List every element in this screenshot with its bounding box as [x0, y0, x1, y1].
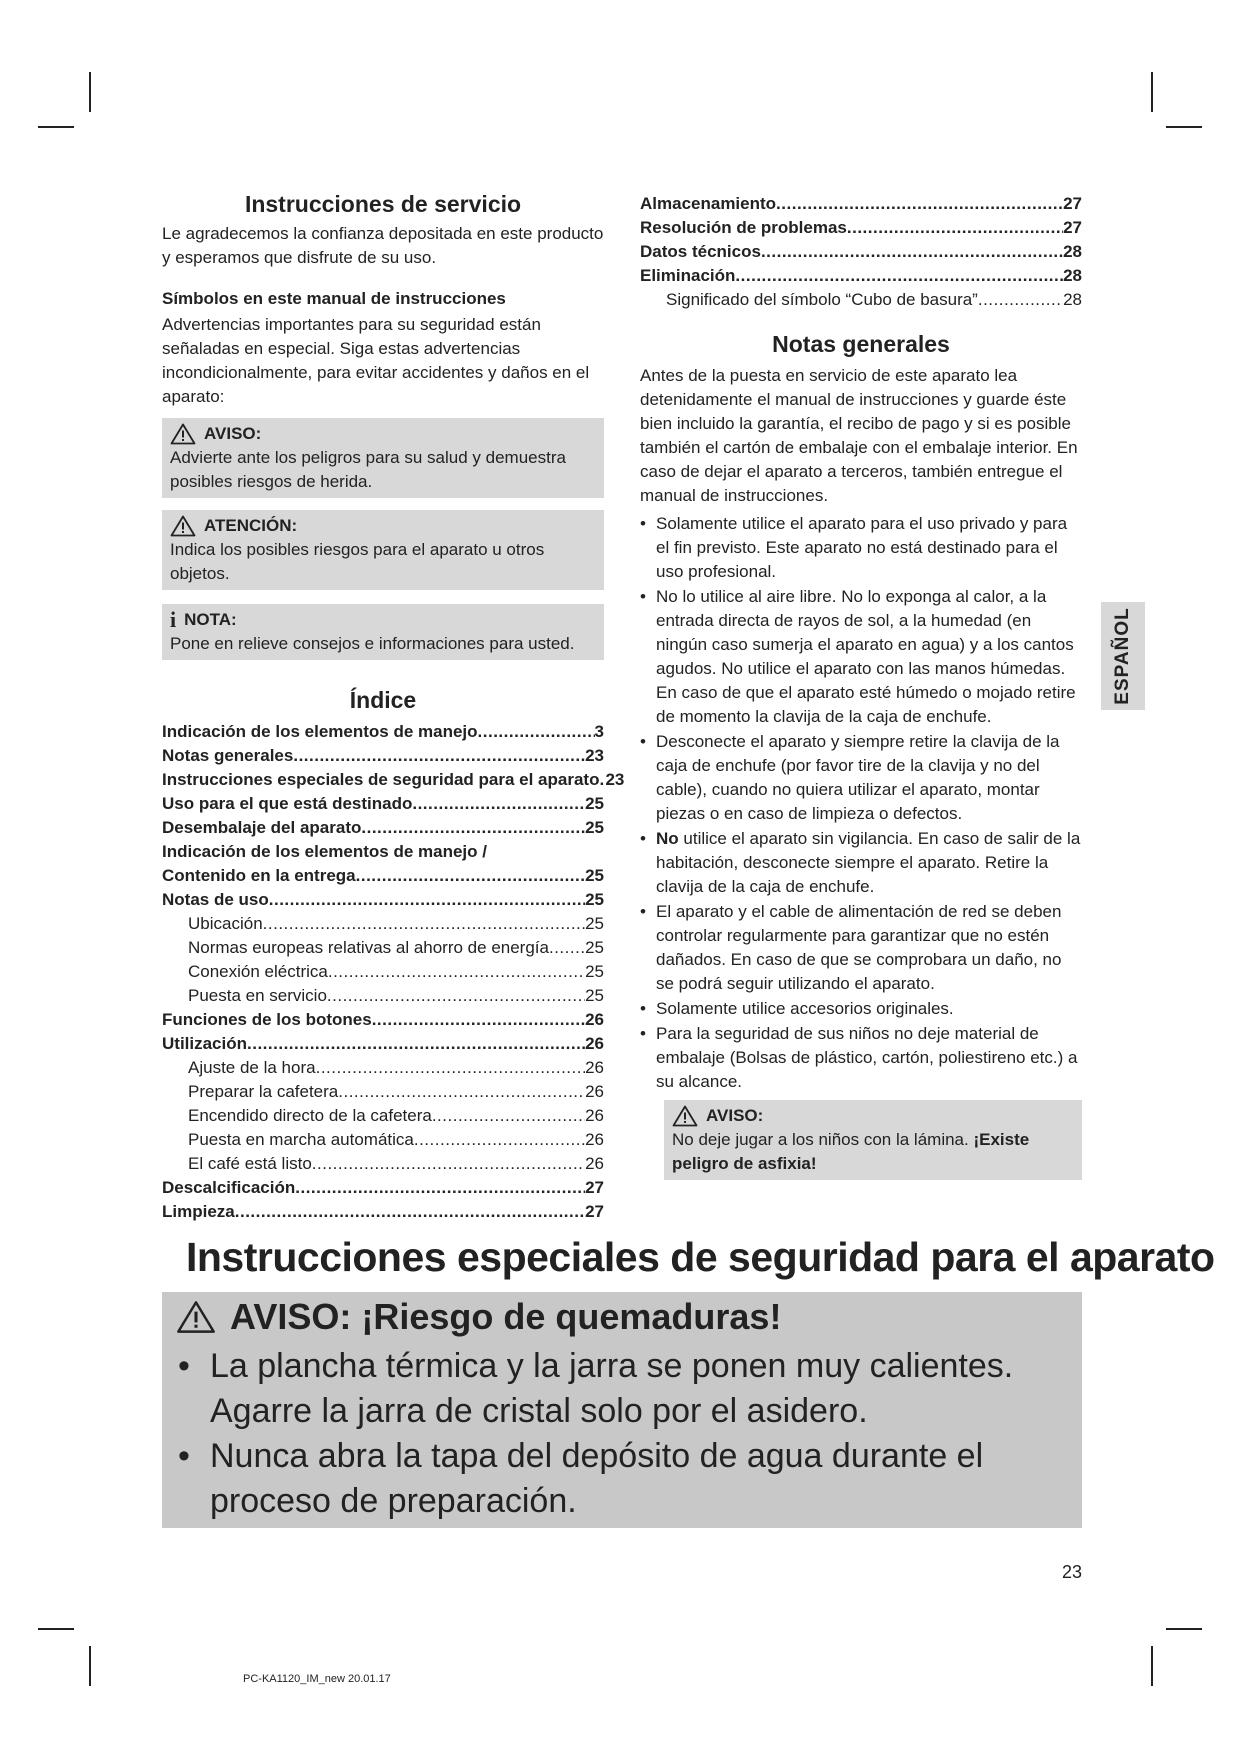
- atencion-box: [162, 510, 604, 590]
- symbols-text: Advertencias importantes para su seguridad están señaladas en especial. Siga estas advertencias incondicionalmente, para evitar accidentes y daños en el aparato:: [162, 315, 590, 406]
- toc-list: [162, 720, 625, 1224]
- crop-mark: [89, 72, 91, 112]
- symbols-heading: Símbolos en este manual de instrucciones: [162, 289, 506, 308]
- language-tab-label: ESPAÑOL: [1112, 607, 1133, 705]
- toc-entry: Instrucciones especiales de seguridad para el aparato ..... 23: [162, 768, 604, 792]
- toc-entry: Almacenamiento ..... 27: [640, 192, 1082, 216]
- bullet-item: • No lo utilice al aire libre. No lo exponga al calor, a la entrada directa de rayos de sol, a la humedad (en ningún caso sumerja el aparato en agua) y a los cantos agudos. No utilice el aparato con las manos húmedas. En caso de que el aparato esté húmedo o mojado retire de momento la clavija de la caja de enchufe.: [640, 585, 1082, 729]
- warning-triangle-icon: [672, 1105, 698, 1127]
- toc-entry: Desembalaje del aparato ..... 25: [162, 816, 604, 840]
- burn-warning-head: [176, 1296, 781, 1338]
- toc-entry: Indicación de los elementos de manejo /: [162, 842, 487, 861]
- left-column: [162, 191, 625, 1224]
- page-number: 23: [1062, 1562, 1083, 1582]
- toc-entry: Ajuste de la hora ..... 26: [162, 1056, 604, 1080]
- toc-entry: Notas generales ..... 23: [162, 744, 604, 768]
- footer-code: PC-KA1120_IM_new 20.01.17: [243, 1673, 391, 1685]
- toc-entry: Indicación de los elementos de manejo ..... 3: [162, 720, 604, 744]
- crop-mark: [89, 1646, 91, 1686]
- intro-text: Le agradecemos la confianza depositada en este producto y esperamos que disfrute de su uso.: [162, 224, 604, 267]
- crop-mark: [38, 1628, 74, 1630]
- aviso-box: [162, 418, 604, 498]
- toc-entry: Datos técnicos ..... 28: [640, 240, 1082, 264]
- toc-entry: El café está listo ..... 26: [162, 1152, 604, 1176]
- atencion-label: ATENCIÓN:: [204, 516, 298, 535]
- aviso-asfixia-box: [664, 1100, 1082, 1180]
- toc-entry: Funciones de los botones ..... 26: [162, 1008, 604, 1032]
- toc-entry: Uso para el que está destinado ..... 25: [162, 792, 604, 816]
- atencion-head: [170, 514, 596, 538]
- toc-entry: Descalcificación ..... 27: [162, 1176, 604, 1200]
- crop-mark: [1151, 72, 1153, 112]
- nota-label: NOTA:: [184, 610, 237, 629]
- bullet-item: • El aparato y el cable de alimentación de red se deben controlar regularmente para garantizar que no estén dañados. En caso de que se comprobara un daño, no se podrá seguir utilizando el aparato.: [640, 900, 1082, 996]
- bullet-item: • Desconecte el aparato y siempre retire la clavija de la caja de enchufe (por favor tire de la clavija y no del cable), cuando no quiera utilizar el aparato, montar piezas o en caso de limpieza o defectos.: [640, 730, 1082, 826]
- nota-text: Pone en relieve consejos e informaciones para usted.: [170, 634, 575, 653]
- toc-entry: Eliminación ..... 28: [640, 264, 1082, 288]
- burn-bullet-item: • La plancha térmica y la jarra se ponen muy calientes. Agarre la jarra de cristal solo por el asidero.: [178, 1347, 1014, 1430]
- toc-entry: Limpieza ..... 27: [162, 1200, 604, 1224]
- toc-list-continued: [640, 192, 1082, 312]
- burn-bullet-item: • Nunca abra la tapa del depósito de agua durante el proceso de preparación.: [178, 1437, 984, 1520]
- burn-warning-box: [162, 1292, 1082, 1528]
- crop-mark: [38, 126, 74, 128]
- warning-triangle-icon: [176, 1300, 216, 1334]
- safety-title: Instrucciones especiales de seguridad para el aparato: [186, 1234, 1215, 1280]
- aviso-text: No deje jugar a los niños con la lámina. ¡Existe peligro de asfixia!: [672, 1130, 1030, 1173]
- aviso-head: [170, 422, 596, 446]
- toc-entry: Conexión eléctrica ..... 25: [162, 960, 604, 984]
- notes-intro: Antes de la puesta en servicio de este aparato lea detenidamente el manual de instrucciones y guarde éste bien incluido la garantía, el recibo de pago y si es posible también el cartón de embalaje con el embalaje interior. En caso de dejar el aparato a terceros, también entregue el manual de instrucciones.: [640, 366, 1078, 505]
- toc-entry: Ubicación ..... 25: [162, 912, 604, 936]
- aviso-label: AVISO:: [706, 1106, 764, 1125]
- aviso-label: AVISO:: [204, 424, 262, 443]
- warning-triangle-icon: [170, 515, 196, 537]
- toc-entry: Normas europeas relativas al ahorro de energía ..... 25: [162, 936, 604, 960]
- right-column: [640, 192, 1082, 1180]
- nota-box: [162, 604, 604, 660]
- toc-entry: Utilización ..... 26: [162, 1032, 604, 1056]
- toc-entry: Puesta en marcha automática ..... 26: [162, 1128, 604, 1152]
- toc-entry: Contenido en la entrega ..... 25: [162, 864, 604, 888]
- notes-bullet-list: [640, 512, 1082, 1094]
- bullet-item: • Para la seguridad de sus niños no deje material de embalaje (Bolsas de plástico, cartón, poliestireno etc.) a su alcance.: [640, 1022, 1082, 1094]
- crop-mark: [1166, 1628, 1202, 1630]
- crop-mark: [1166, 126, 1202, 128]
- toc-entry: Preparar la cafetera ..... 26: [162, 1080, 604, 1104]
- toc-entry: Puesta en servicio ..... 25: [162, 984, 604, 1008]
- burn-warning-label: AVISO: ¡Riesgo de quemaduras!: [230, 1296, 782, 1337]
- toc-entry: Significado del símbolo “Cubo de basura” ..... 28: [640, 288, 1082, 312]
- toc-entry: Encendido directo de la cafetera ..... 26: [162, 1104, 604, 1128]
- nota-head: [170, 608, 596, 632]
- index-title: Índice: [349, 687, 417, 713]
- language-tab: [1101, 602, 1145, 710]
- crop-mark: [1151, 1646, 1153, 1686]
- bullet-item: • Solamente utilice accesorios originales.: [640, 997, 1082, 1021]
- atencion-text: Indica los posibles riesgos para el aparato u otros objetos.: [170, 540, 545, 583]
- aviso-text: Advierte ante los peligros para su salud y demuestra posibles riesgos de herida.: [170, 448, 566, 491]
- toc-entry: Resolución de problemas ..... 27: [640, 216, 1082, 240]
- aviso-asfixia-head: [672, 1104, 1074, 1128]
- bullet-item: • No utilice el aparato sin vigilancia. En caso de salir de la habitación, desconecte siempre el aparato. Retire la clavija de la caja de enchufe.: [640, 827, 1082, 899]
- warning-triangle-icon: [170, 423, 196, 445]
- page-title: Instrucciones de servicio: [244, 191, 522, 217]
- bullet-item: • Solamente utilice el aparato para el uso privado y para el fin previsto. Este aparato no está destinado para el uso profesional.: [640, 512, 1082, 584]
- notes-title: Notas generales: [772, 331, 950, 357]
- info-icon: i: [170, 607, 177, 632]
- toc-entry: Notas de uso ..... 25: [162, 888, 604, 912]
